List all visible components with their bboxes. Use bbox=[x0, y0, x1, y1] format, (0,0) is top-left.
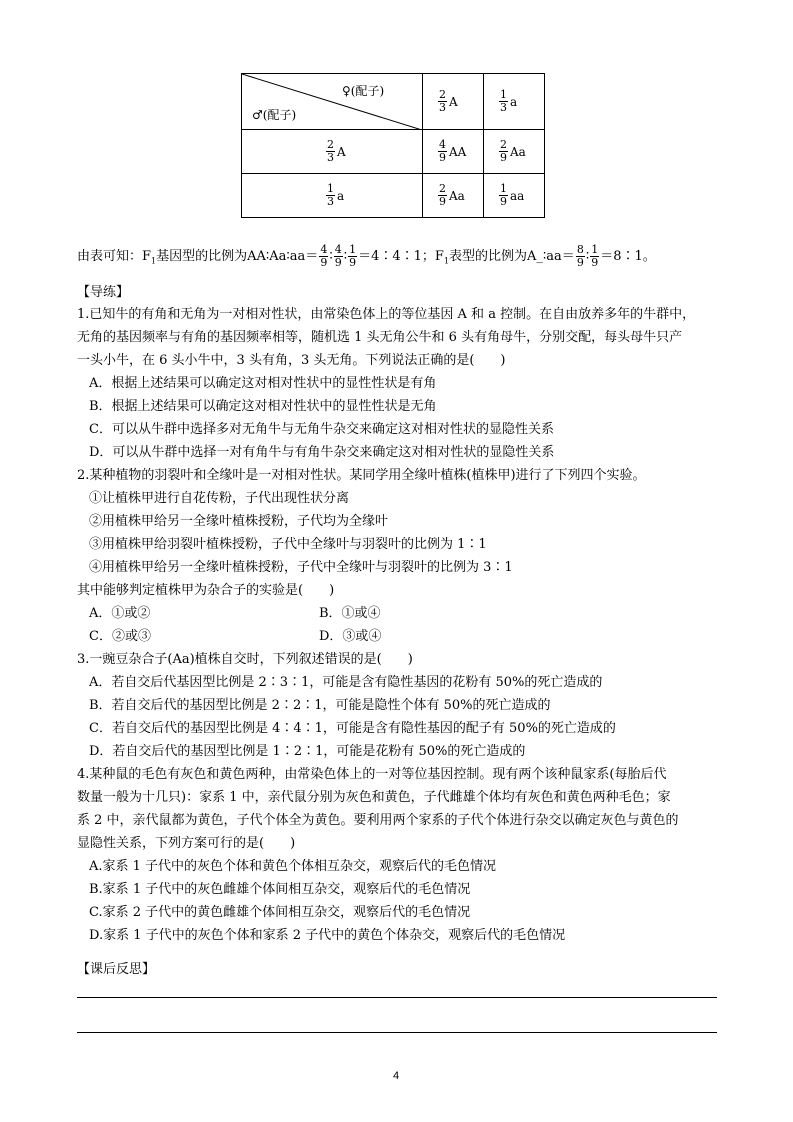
male-gamete-label: ♂(配子) bbox=[252, 108, 297, 122]
conclusion-line: 由表可知：$F_1$基因型的比例为AA∶Aa∶aa＝ $\frac{4}{9}$ ∶ $\frac{4}{9}$ ∶ $\frac{1}{9}$ ＝4∶4∶1；$F_1$表型的比例为A_∶aa＝ $\frac{8}{9}$ ∶ $\frac{1}{9}$ ＝8∶1。 bbox=[77, 243, 656, 269]
reflection-rule-2 bbox=[77, 1032, 717, 1033]
page-number: 4 bbox=[393, 1070, 400, 1082]
cell-Aa: $\frac{2}{9}$ Aa bbox=[484, 130, 545, 174]
q1-option-d: D．可以从牛群中选择一对有角牛与有角牛杂交来确定这对相对性状的显隐性关系 bbox=[89, 445, 555, 460]
q4-stem-line-2: 数量一般为十几只)：家系 1 中，亲代鼠分别为灰色和黄色，子代雌雄个体均有灰色和黄色两种毛色；家 bbox=[77, 790, 671, 805]
q2-experiment-3: ③用植株甲给羽裂叶植株授粉，子代中全缘叶与羽裂叶的比例为 1∶1 bbox=[89, 537, 487, 552]
table-row bbox=[242, 174, 545, 218]
q1-option-c: C．可以从牛群中选择多对无角牛与无角牛杂交来确定这对相对性状的显隐性关系 bbox=[89, 422, 554, 437]
row-header-A: $\frac{2}{3}$ A bbox=[242, 130, 423, 174]
q4-stem-line-1: 4.某种鼠的毛色有灰色和黄色两种，由常染色体上的一对等位基因控制。现有两个该种鼠家系(每胎后代 bbox=[77, 767, 667, 782]
q4-stem-line-3: 系 2 中，亲代鼠都为黄色，子代个体全为黄色。要利用两个家系的子代个体进行杂交以确定灰色与黄色的 bbox=[77, 813, 679, 828]
q2-experiment-1: ①让植株甲进行自花传粉，子代出现性状分离 bbox=[89, 491, 350, 506]
guide-heading: 【导练】 bbox=[77, 285, 130, 300]
cell-Aa-2: $\frac{2}{9}$ Aa bbox=[423, 174, 484, 218]
q2-stem: 2.某种植物的羽裂叶和全缘叶是一对相对性状。某同学用全缘叶植株(植株甲)进行了下列四个实验。 bbox=[77, 468, 646, 483]
q4-option-b: B.家系 1 子代中的灰色雌雄个体间相互杂交，观察后代的毛色情况 bbox=[89, 882, 471, 897]
q3-option-d: D．若自交后代的基因型比例是 1∶2∶1，可能是花粉有 50%的死亡造成的 bbox=[89, 744, 526, 759]
q3-option-b: B．若自交后代的基因型比例是 2∶2∶1，可能是隐性个体有 50%的死亡造成的 bbox=[89, 698, 551, 713]
q1-stem-line-1: 1.已知牛的有角和无角为一对相对性状，由常染色体上的等位基因 A 和 a 控制。在自由放养多年的牛群中， bbox=[77, 307, 696, 322]
q1-stem-line-2: 无角的基因频率与有角的基因频率相等，随机选 1 头无角公牛和 6 头有角母牛，分别交配，每头母牛只产 bbox=[77, 330, 683, 345]
q4-option-d: D.家系 1 子代中的灰色个体和家系 2 子代中的黄色个体杂交，观察后代的毛色情况 bbox=[89, 928, 566, 943]
col-header-a: $\frac{1}{3}$ a bbox=[484, 74, 545, 130]
q2-question: 其中能够判定植株甲为杂合子的实验是( ) bbox=[77, 583, 335, 598]
reflection-rule-1 bbox=[77, 997, 717, 998]
q1-option-a: A．根据上述结果可以确定这对相对性状中的显性性状是有角 bbox=[89, 376, 437, 391]
q3-option-a: A．若自交后代基因型比例是 2∶3∶1，可能是含有隐性基因的花粉有 50%的死亡造成的 bbox=[89, 675, 603, 690]
q2-option-d: D．③或④ bbox=[319, 629, 382, 644]
reflection-heading: 【课后反思】 bbox=[77, 962, 156, 977]
q3-stem: 3.一豌豆杂合子(Aa)植株自交时，下列叙述错误的是( ) bbox=[77, 652, 413, 667]
q3-option-c: C．若自交后代的基因型比例是 4∶4∶1，可能是含有隐性基因的配子有 50%的死亡造成的 bbox=[89, 721, 616, 736]
q1-option-b: B．根据上述结果可以确定这对相对性状中的显性性状是无角 bbox=[89, 399, 437, 414]
table-header-diagonal-cell bbox=[242, 74, 423, 130]
col-header-A: $\frac{2}{3}$ A bbox=[423, 74, 484, 130]
q4-option-a: A.家系 1 子代中的灰色个体和黄色个体相互杂交，观察后代的毛色情况 bbox=[89, 859, 497, 874]
q2-option-b: B．①或④ bbox=[319, 606, 381, 621]
q2-option-c: C．②或③ bbox=[89, 629, 151, 644]
q4-stem-line-4: 显隐性关系，下列方案可行的是( ) bbox=[77, 836, 296, 851]
cell-aa: $\frac{1}{9}$ aa bbox=[484, 174, 545, 218]
table-row bbox=[242, 130, 545, 174]
q2-option-a: A．①或② bbox=[89, 606, 151, 621]
q2-experiment-2: ②用植株甲给另一全缘叶植株授粉，子代均为全缘叶 bbox=[89, 514, 389, 529]
row-header-a: $\frac{1}{3}$ a bbox=[242, 174, 423, 218]
q4-option-c: C.家系 2 子代中的黄色雌雄个体间相互杂交，观察后代的毛色情况 bbox=[89, 905, 471, 920]
q1-stem-line-3: 一头小牛，在 6 头小牛中，3 头有角，3 头无角。下列说法正确的是( ) bbox=[77, 353, 506, 368]
q2-experiment-4: ④用植株甲给另一全缘叶植株授粉，子代中全缘叶与羽裂叶的比例为 3∶1 bbox=[89, 560, 513, 575]
female-gamete-label: ♀(配子) bbox=[342, 84, 385, 98]
cell-AA: $\frac{4}{9}$ AA bbox=[423, 130, 484, 174]
gamete-table bbox=[241, 73, 545, 218]
